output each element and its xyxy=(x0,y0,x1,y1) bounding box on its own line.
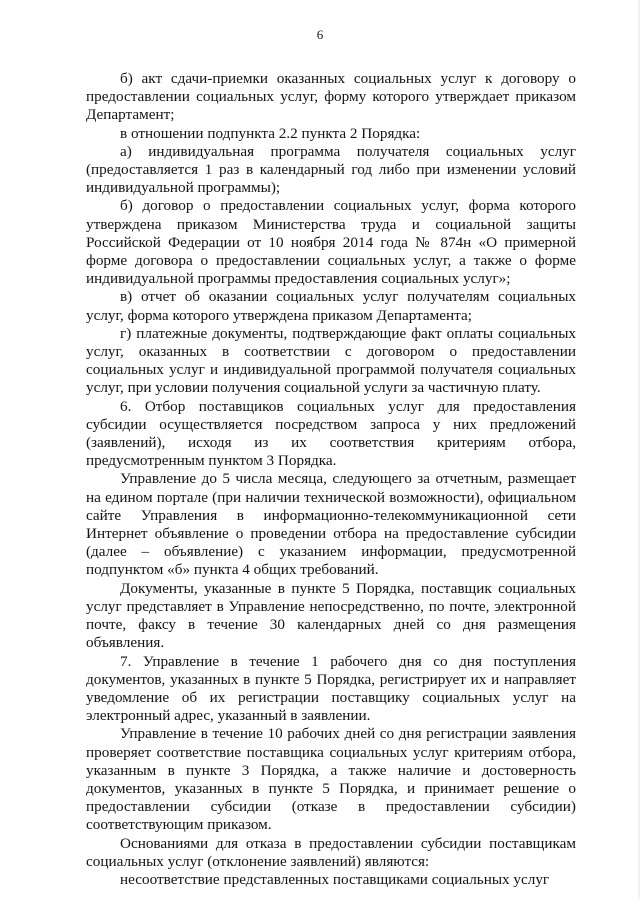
paragraph: 6. Отбор поставщиков социальных услуг для предоставления субсидии осуществляется посредством запроса у них предложений (заявлений), исходя из их соответствия критериям отбора, предусмотренным пунктом 3 Порядка. xyxy=(86,397,576,470)
paragraph: г) платежные документы, подтверждающие факт оплаты социальных услуг, оказанных в соответствии с договором о предоставлении социальных услуг и индивидуальной программой получателя социальных услуг, при условии получения социальной услуги за частичную плату. xyxy=(86,324,576,397)
paragraph: 7. Управление в течение 1 рабочего дня со дня поступления документов, указанных в пункте 5 Порядка, регистрирует их и направляет уведомление об их регистрации поставщику социальных услуг на электронный адрес, указанный в заявлении. xyxy=(86,652,576,725)
paragraph: б) договор о предоставлении социальных услуг, форма которого утверждена приказом Министерства труда и социальной защиты Российской Федерации от 10 ноября 2014 года № 874н «О примерной форме договора о предоставлении социальных услуг, а также о форме индивидуальной программы предоставления социальных услуг»; xyxy=(86,197,576,288)
paragraph: несоответствие представленных поставщиками социальных услуг xyxy=(120,870,550,888)
paragraph: в) отчет об оказании социальных услуг получателям социальных услуг, форма которого утверждена приказом Департамента; xyxy=(86,288,576,324)
paragraph: в отношении подпункта 2.2 пункта 2 Порядка: xyxy=(120,124,421,142)
page-number: 6 xyxy=(316,27,324,42)
paragraph: б) акт сдачи-приемки оказанных социальных услуг к договору о предоставлении социальных услуг, форму которого утверждает приказом Департамент; xyxy=(86,70,576,124)
paragraph: Основаниями для отказа в предоставлении субсидии поставщикам социальных услуг (отклонение заявлений) являются: xyxy=(86,834,576,870)
paragraph: Документы, указанные в пункте 5 Порядка, поставщик социальных услуг представляет в Управление непосредственно, по почте, электронной почте, факсу в течение 30 календарных дней со дня размещения объявления. xyxy=(86,579,576,652)
paragraph: Управление до 5 числа месяца, следующего за отчетным, размещает на едином портале (при наличии технической возможности), официальном сайте Управления в информационно-телекоммуникационной сети Интернет объявление о проведении отбора на предоставление субсидии (далее – объявление) с указанием информации, предусмотренной подпунктом «б» пункта 4 общих требований. xyxy=(86,470,576,579)
document-body xyxy=(86,70,576,889)
paragraph: а) индивидуальная программа получателя социальных услуг (предоставляется 1 раз в календарный год либо при изменении условий индивидуальной программы); xyxy=(86,142,576,197)
paragraph: Управление в течение 10 рабочих дней со дня регистрации заявления проверяет соответствие поставщика социальных услуг критериям отбора, указанным в пункте 3 Порядка, а также наличие и достоверность документов, указанных в пункте 5 Порядка, и принимает решение о предоставлении субсидии (отказе в предоставлении субсидии) соответствующим приказом. xyxy=(86,725,576,834)
